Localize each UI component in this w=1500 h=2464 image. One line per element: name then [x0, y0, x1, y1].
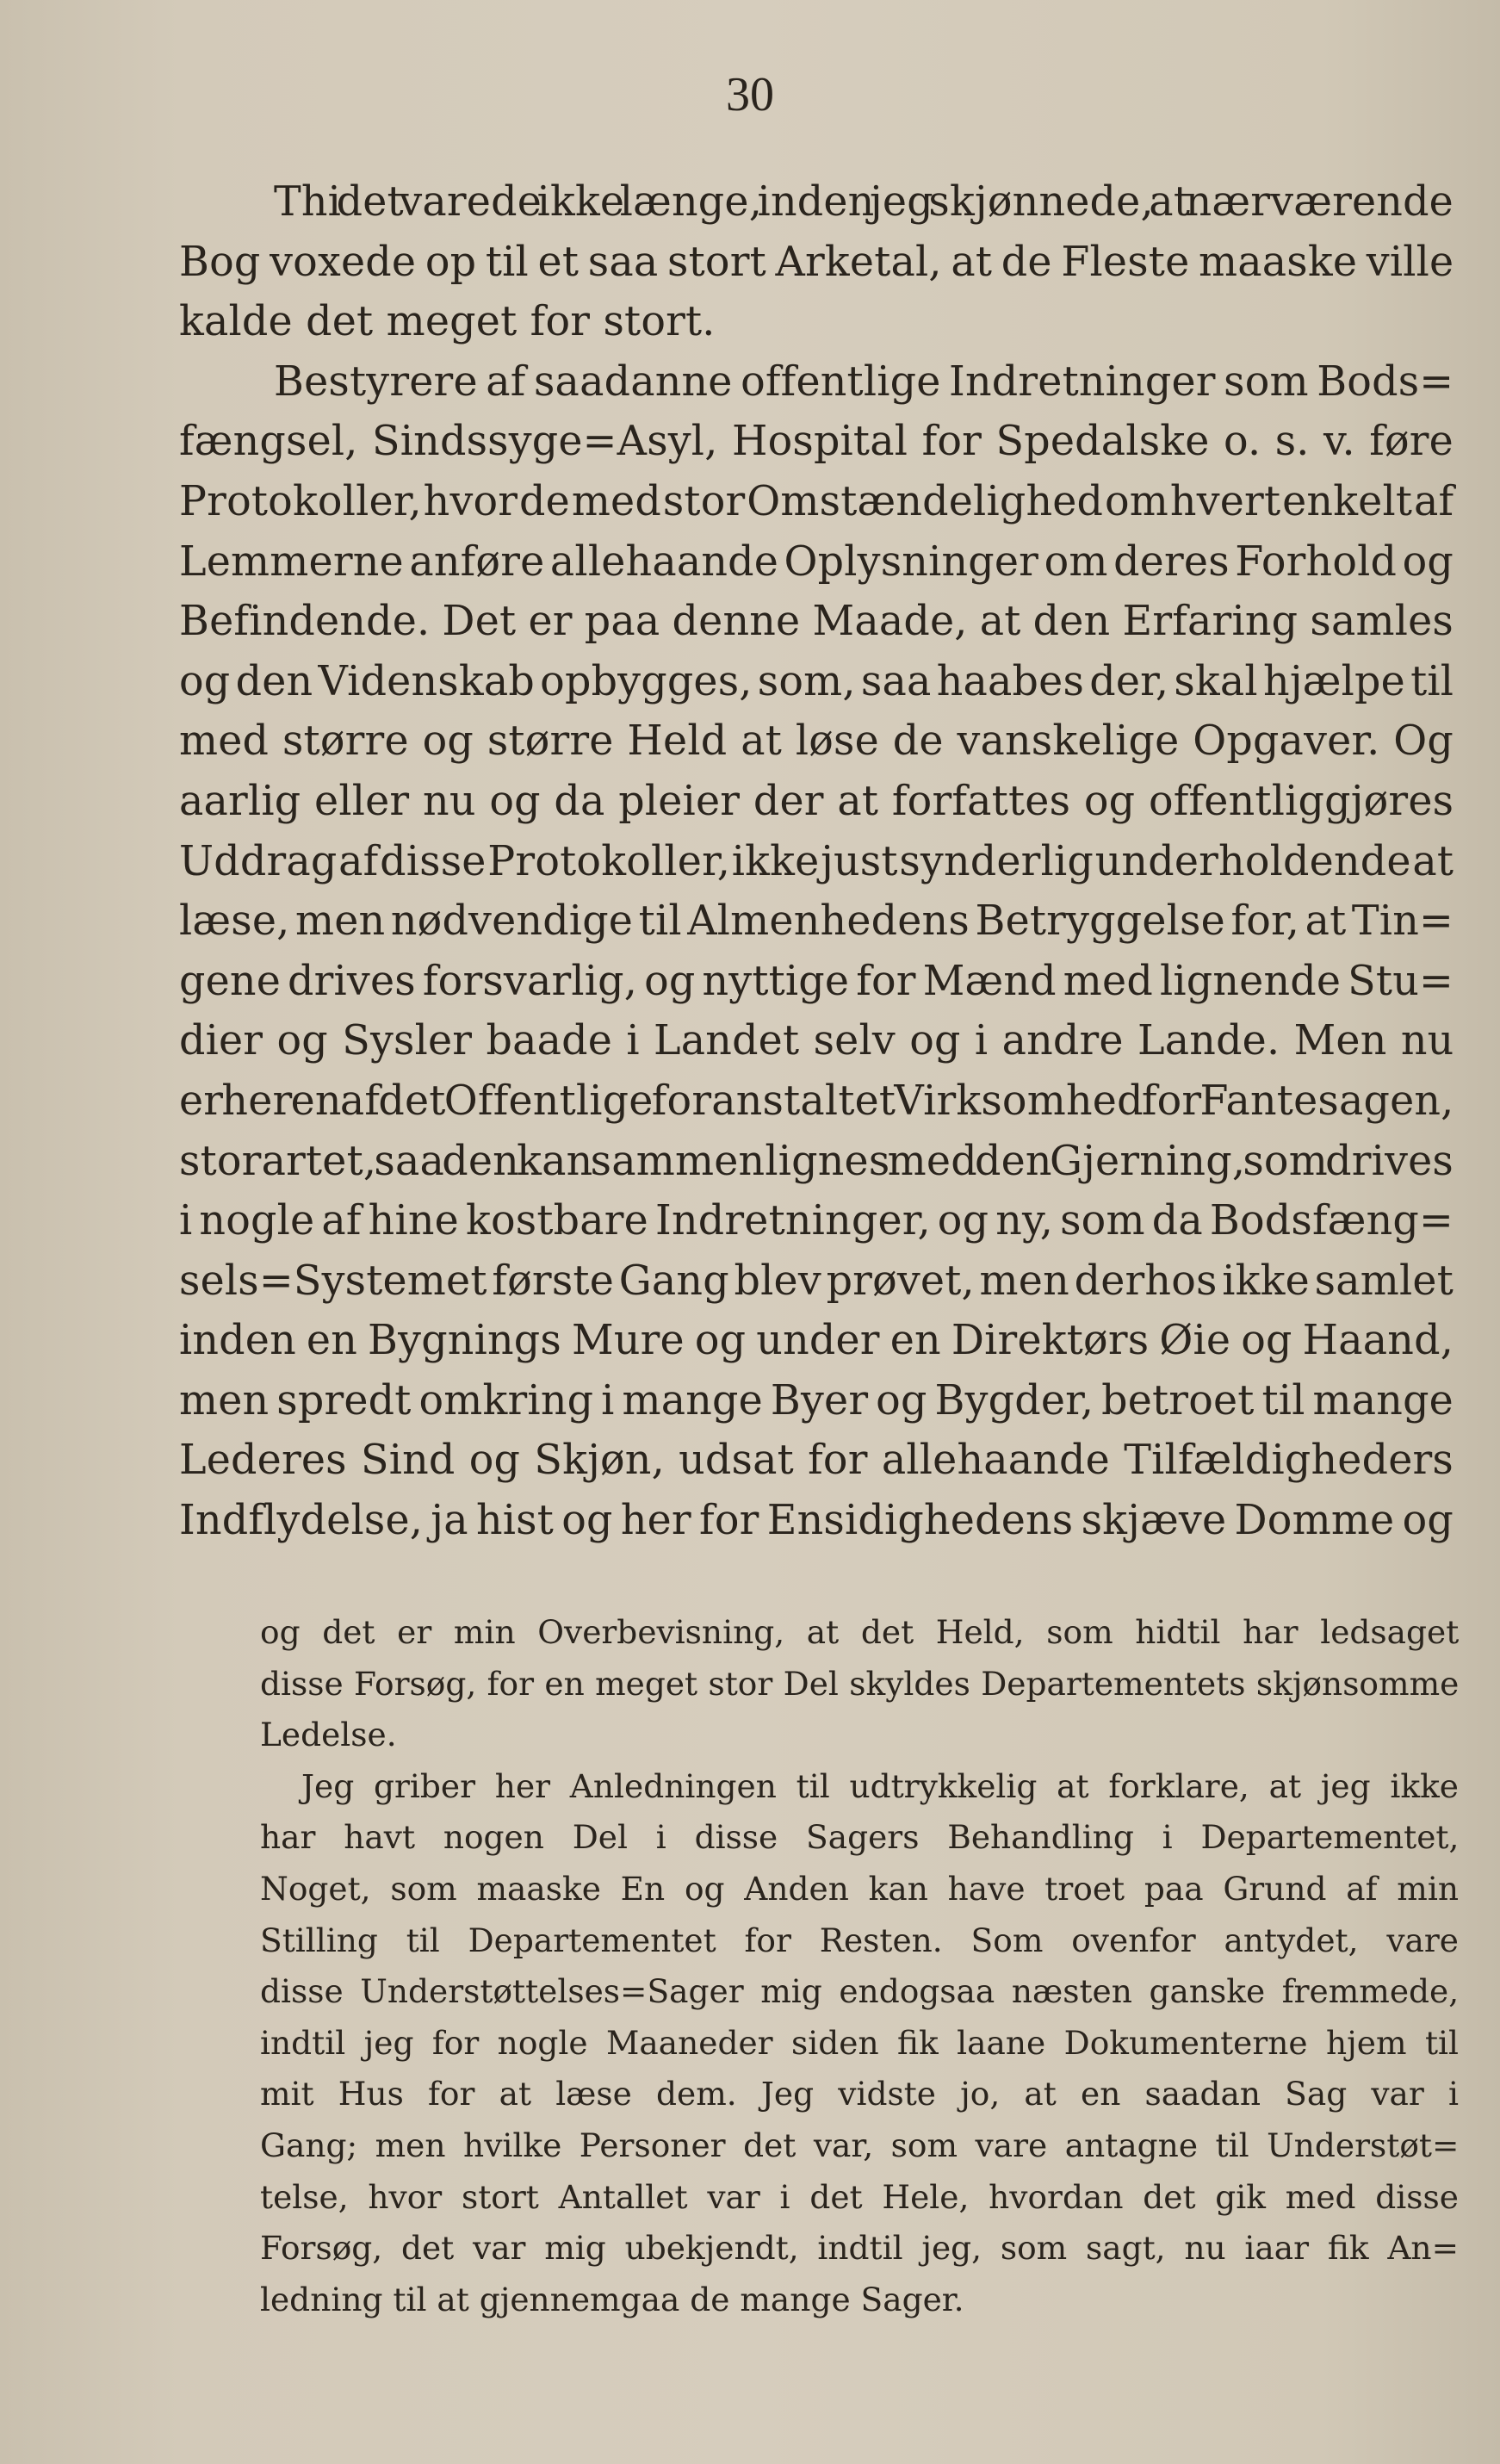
footnote-line: disse Forsøg, for en meget stor Del skyldes Departementets skjønsomme	[260, 1664, 1460, 1703]
text-line: Uddrag af disse Protokoller, ikke just synderlig underholdende at	[179, 837, 1454, 885]
text-line: Bestyrere af saadanne offentlige Indretninger som Bods=	[274, 357, 1454, 406]
main-text	[179, 172, 1454, 1551]
text-line: aarlig eller nu og da pleier der at forfattes og offentliggjøres	[179, 777, 1454, 825]
text-line: Befindende. Det er paa denne Maade, at den Erfaring samles	[179, 598, 1454, 646]
footnote-line: Gang; men hvilke Personer det var, som vare antagne til Understøt=	[260, 2126, 1460, 2164]
text-line: Bog voxede op til et saa stort Arketal, at de Fleste maaske ville	[179, 238, 1454, 286]
text-line: dier og Sysler baade i Landet selv og i andre Lande. Men nu	[179, 1017, 1454, 1065]
footnote-line: Ledelse.	[260, 1716, 397, 1754]
text-line: med større og større Held at løse de vanskelige Opgaver. Og	[179, 717, 1454, 766]
text-line: men spredt omkring i mange Byer og Bygder, betroet til mange	[179, 1376, 1454, 1424]
footnote-line: Forsøg, det var mig ubekjendt, indtil jeg, som sagt, nu iaar fik An=	[260, 2229, 1459, 2268]
footnote-line: Stilling til Departementet for Resten. Som ovenfor antydet, vare	[260, 1921, 1459, 1959]
text-line: storartet, saa den kan sammenlignes med den Gjerning, som drives	[179, 1137, 1454, 1185]
footnote-line: Jeg griber her Anledningen til udtrykkelig at forklare, at jeg ikke	[301, 1766, 1459, 1805]
footnote-line: ledning til at gjennemgaa de mange Sager.	[260, 2280, 964, 2318]
footnote-block	[260, 1607, 1459, 2325]
text-line: er her en af det Offentlige foranstaltet Virksomhed for Fantesagen,	[179, 1077, 1454, 1125]
footnote-line: Noget, som maaske En og Anden kan have troet paa Grund af min	[260, 1869, 1459, 1908]
footnote-line: og det er min Overbevisning, at det Held, som hidtil har ledsaget	[260, 1613, 1460, 1651]
text-line: inden en Bygnings Mure og under en Direktørs Øie og Haand,	[179, 1317, 1454, 1365]
text-line: Lemmerne anføre allehaande Oplysninger om deres Forhold og	[179, 537, 1454, 586]
text-line: Lederes Sind og Skjøn, udsat for allehaande Tilfældigheders	[179, 1437, 1454, 1485]
footnote-line: har havt nogen Del i disse Sagers Behandling i Departementet,	[260, 1818, 1460, 1857]
footnote-line: telse, hvor stort Antallet var i det Hele, hvordan det gik med disse	[260, 2177, 1459, 2216]
text-line: fængsel, Sindssyge=Asyl, Hospital for Spedalske o. s. v. føre	[179, 418, 1454, 466]
text-line: i nogle af hine kostbare Indretninger, og ny, som da Bodsfæng=	[179, 1197, 1454, 1245]
page-number: 30	[726, 68, 774, 121]
text-line: gene drives forsvarlig, og nyttige for Mænd med lignende Stu=	[179, 957, 1454, 1005]
footnote-line: indtil jeg for nogle Maaneder siden fik laane Dokumenterne hjem til	[260, 2023, 1460, 2062]
text-line: Protokoller, hvor de med stor Omstændelighed om hvert enkelt af	[179, 477, 1454, 525]
footnote-line: disse Understøttelses=Sager mig endogsaa næsten ganske fremmede,	[260, 1972, 1460, 2011]
text-line: Thi det varede ikke længe, inden jeg skjønnede, at nærværende	[274, 178, 1454, 226]
text-line: Indflydelse, ja hist og her for Ensidighedens skjæve Domme og	[179, 1497, 1454, 1545]
text-line: kalde det meget for stort.	[179, 298, 716, 346]
text-line: og den Videnskab opbygges, som, saa haabes der, skal hjælpe til	[179, 657, 1454, 705]
text-line: læse, men nødvendige til Almenhedens Betryggelse for, at Tin=	[179, 897, 1454, 946]
text-line: sels=Systemet første Gang blev prøvet, men derhos ikke samlet	[179, 1257, 1454, 1305]
footnote-line: mit Hus for at læse dem. Jeg vidste jo, at en saadan Sag var i	[260, 2075, 1459, 2113]
